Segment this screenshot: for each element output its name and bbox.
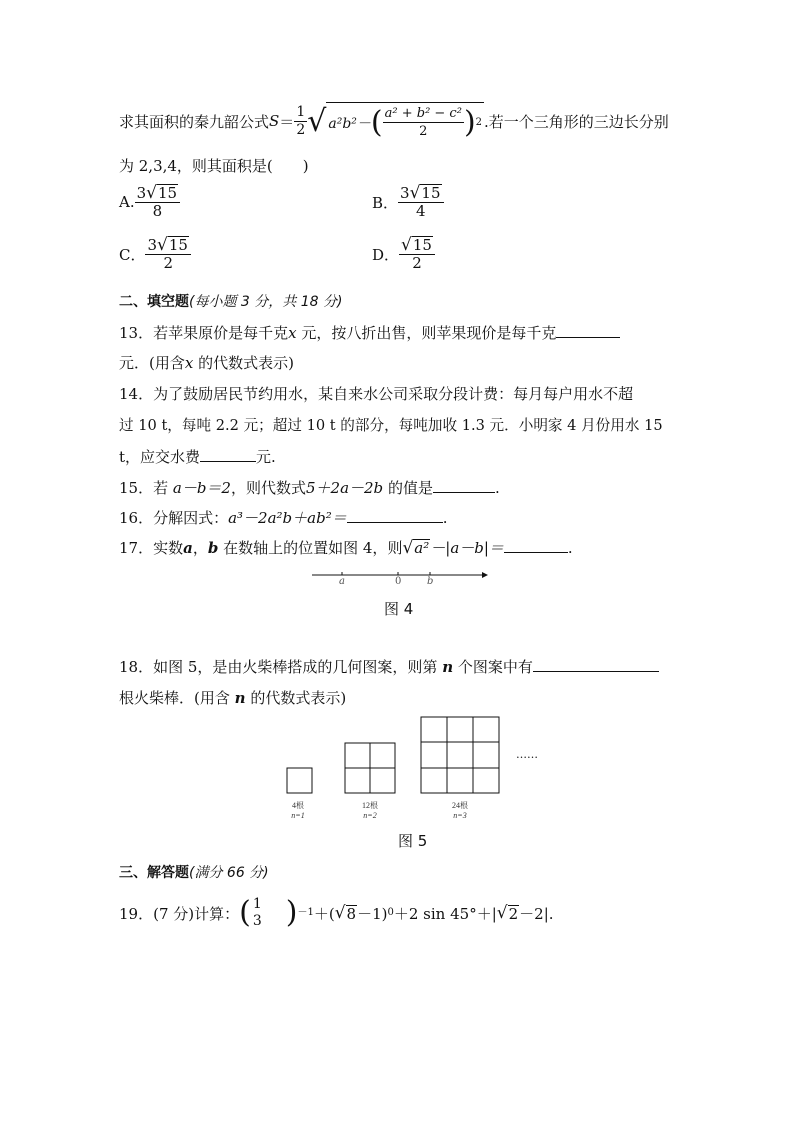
section3-heading: 三、解答题(满分 66 分) [119,865,269,881]
fig5-caption-n2: 12根 n=2 [362,801,378,820]
q18-line1: 18．如图 5，是由火柴棒搭成的几何图案，则第 n 个图案中有 [119,656,659,677]
fig5-caption: 图 5 [398,832,428,850]
q12-option-d: D． $\frac{√15}{2}$ [372,236,435,272]
q14-line2: 过 10 t，每吨 2.2 元；超过 10 t 的部分，每吨加收 1.3 元．小明家 4 月份用水 15 [119,417,663,434]
fig5-caption-n1: 4根 n=1 [291,801,305,820]
fig4-caption: 图 4 [384,600,414,618]
fig5-caption-n3: 24根 n=3 [452,801,468,820]
q15-answer-blank[interactable] [433,478,495,493]
formula-s: S [269,112,280,130]
q16-line: 16．分解因式：a³－2a²b＋ab²＝ . [119,509,448,527]
q15-line: 15．若 a－b＝2，则代数式5＋2a－2b 的值是 . [119,479,500,497]
q12-option-b: B． $\frac{3√15}{4}$ [372,184,444,220]
q12-prefix: 求其面积的秦九韶公式 [119,112,270,131]
q18-line2: 根火柴棒．(用含 n 的代数式表示) [119,689,347,707]
q12-option-c: C． $\frac{3√15}{2}$ [119,236,191,272]
section2-heading: 二、填空题(每小题 3 分，共 18 分) [119,294,343,310]
axis-arrow [482,572,488,578]
formula-radical-sign: √ [307,103,327,139]
fig4-label-0: 0 [395,576,402,587]
fig4-label-b: b [427,576,434,587]
q13-line2: 元．(用含x 的代数式表示) [119,354,294,372]
q19-line: 19．(7 分)计算： ( 1 3 ) －1 ＋( √ 8 －1) 0 ＋2 sin 45°＋| √ 2 －2|. [119,895,554,930]
q13-line1: 13．若苹果原价是每千克x 元，按八折出售，则苹果现价是每千克 [119,322,620,343]
fig4-label-a: a [339,576,345,587]
q14-line1: 14．为了鼓励居民节约用水，某自来水公司采取分段计费：每月每户用水不超 [119,385,634,403]
formula-radicand: a²b²－ ( $\frac{\text{a² + b² − c²}}{2}$ ) 2 [326,102,484,140]
pattern-n3 [421,717,499,793]
pattern-n1 [287,768,312,793]
pattern-n2 [345,743,395,793]
q14-line3: t，应交水费 元. [119,448,276,466]
q17-line: 17．实数a，b 在数轴上的位置如图 4，则√a²－|a－b|＝ . [119,538,573,558]
formula-eq: ＝ [279,112,295,131]
fig5-ellipsis: …… [516,748,538,761]
q12-line1 [119,100,669,142]
figure5-patterns [280,712,540,798]
formula-half: $\frac{1}{2}$ [296,103,306,138]
q13-answer-blank[interactable] [556,323,620,338]
q16-answer-blank[interactable] [347,508,443,523]
q12-line2: 为 2,3,4，则其面积是( ) [119,157,309,175]
q12-option-a: A. $\frac{3√15}{8}$ [119,184,180,220]
q17-answer-blank[interactable] [504,538,568,553]
q12-suffix: .若一个三角形的三边长分别 [484,112,669,131]
q18-answer-blank[interactable] [533,657,659,672]
q14-answer-blank[interactable] [200,447,256,462]
